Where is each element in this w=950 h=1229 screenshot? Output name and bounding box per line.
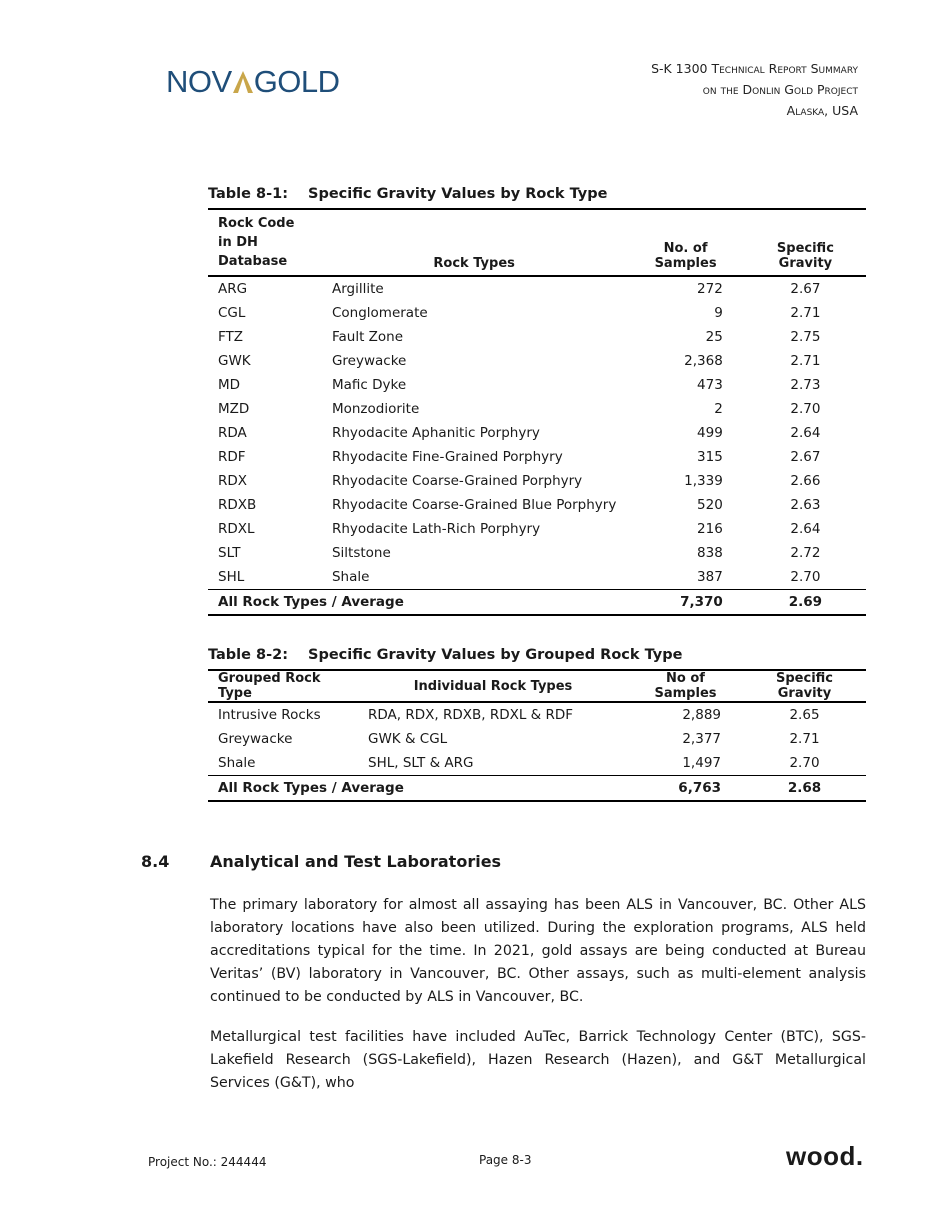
rock-code-cell: RDXL (218, 521, 255, 537)
project-number: Project No.: 244444 (148, 1155, 267, 1169)
specific-gravity-cell: 2.75 (790, 329, 821, 345)
table-row (208, 373, 866, 397)
report-header (651, 58, 858, 121)
rock-code-cell: MD (218, 377, 241, 393)
samples-cell: 838 (697, 545, 723, 561)
col-header-specific-gravity: Specific Gravity (776, 241, 834, 271)
table-row (208, 565, 866, 590)
specific-gravity-cell: 2.71 (790, 305, 821, 321)
individual-rock-types-cell: SHL, SLT & ARG (368, 755, 474, 771)
rock-code-cell: ARG (218, 281, 248, 297)
total-samples: 6,763 (678, 780, 721, 796)
samples-cell: 2 (714, 401, 723, 417)
specific-gravity-cell: 2.70 (789, 755, 820, 771)
report-title-line: S-K 1300 Technical Report Summary (651, 61, 858, 76)
table-row (208, 517, 866, 541)
table-row (208, 493, 866, 517)
table-8-1 (208, 208, 866, 616)
table-8-2-block (208, 647, 866, 802)
specific-gravity-cell: 2.70 (790, 569, 821, 585)
rock-type-cell: Shale (331, 569, 370, 585)
total-label: All Rock Types / Average (218, 594, 404, 610)
samples-cell: 1,339 (684, 473, 723, 489)
rock-type-cell: Mafic Dyke (331, 377, 407, 393)
col-header-individual-rock-types: Individual Rock Types (413, 678, 573, 694)
specific-gravity-cell: 2.67 (790, 449, 821, 465)
col-header-text: Rock Code in DH Database (218, 216, 295, 269)
paragraph-metallurgical: Metallurgical test facilities have included AuTec, Barrick Technology Center (BTC), SGS-Lakefield Research (SGS-Lakefield), Hazen Research (Hazen), and G&T Metallurgical Services (G&T), who (210, 1029, 866, 1091)
samples-cell: 272 (697, 281, 723, 297)
table-row (208, 325, 866, 349)
table-row (208, 397, 866, 421)
rock-code-cell: CGL (218, 305, 246, 321)
report-location-line: Alaska, USA (786, 103, 858, 118)
section-title: Analytical and Test Laboratories (210, 852, 502, 871)
logo-text-right: GOLD (253, 64, 340, 99)
rock-code-cell: RDX (218, 473, 248, 489)
novagold-logo (166, 64, 340, 100)
samples-cell: 520 (697, 497, 723, 513)
col-header-specific-gravity: Specific Gravity (776, 671, 833, 701)
rock-code-cell: RDXB (218, 497, 257, 513)
specific-gravity-cell: 2.70 (790, 401, 821, 417)
rock-code-cell: FTZ (218, 329, 244, 345)
samples-cell: 473 (697, 377, 723, 393)
logo-text-left: NOV (166, 64, 232, 99)
table-row (208, 349, 866, 373)
table-header-row (208, 670, 866, 702)
rock-type-cell: Rhyodacite Fine-Grained Porphyry (331, 449, 563, 465)
rock-type-cell: Monzodiorite (331, 401, 420, 417)
total-label: All Rock Types / Average (218, 780, 404, 796)
paragraph-laboratories: The primary laboratory for almost all assaying has been ALS in Vancouver, BC. Other ALS laboratory locations have also been utilized. During the exploration programs, ALS held accreditations typical for the time. In 2021, gold assays are being conducted at Bureau Veritas’ (BV) laboratory in Vancouver, BC. Other assays, such as multi-element analysis continued to be conducted by ALS in Vancouver, BC. (210, 897, 866, 1005)
table-number: Table 8-1: (208, 186, 289, 202)
rock-type-cell: Siltstone (331, 545, 391, 561)
samples-cell: 25 (705, 329, 723, 345)
total-specific-gravity: 2.68 (787, 780, 822, 796)
specific-gravity-cell: 2.72 (790, 545, 821, 561)
total-specific-gravity: 2.69 (788, 594, 823, 610)
samples-cell: 499 (697, 425, 723, 441)
table-row (208, 751, 866, 776)
rock-type-cell: Rhyodacite Coarse-Grained Porphyry (331, 473, 583, 489)
rock-code-cell: MZD (218, 401, 250, 417)
rock-type-cell: Argillite (331, 281, 384, 297)
specific-gravity-cell: 2.65 (789, 707, 820, 723)
specific-gravity-cell: 2.67 (790, 281, 821, 297)
table-title: Specific Gravity Values by Grouped Rock Type (308, 647, 683, 663)
table-8-2-body (208, 702, 866, 776)
grouped-rock-type-cell: Shale (218, 755, 256, 771)
specific-gravity-cell: 2.63 (790, 497, 821, 513)
samples-cell: 2,368 (684, 353, 723, 369)
grouped-rock-type-cell: Greywacke (218, 731, 293, 747)
col-header-rock-code (208, 209, 322, 276)
wood-logo: wood. (786, 1141, 864, 1171)
table-total-row (208, 776, 866, 802)
table-number: Table 8-2: (208, 647, 289, 663)
table-row (208, 276, 866, 301)
col-header-samples: No. of Samples (654, 241, 717, 271)
individual-rock-types-cell: GWK & CGL (368, 731, 448, 747)
report-project-line: on the Donlin Gold Project (702, 82, 858, 97)
table-8-2-caption (208, 647, 866, 669)
individual-rock-types-cell: RDA, RDX, RDXB, RDXL & RDF (368, 707, 574, 723)
specific-gravity-cell: 2.64 (790, 425, 821, 441)
col-header-grouped-rock-type: Grouped Rock Type (218, 671, 321, 701)
table-header-row (208, 209, 866, 276)
table-row (208, 541, 866, 565)
rock-type-cell: Fault Zone (331, 329, 404, 345)
rock-code-cell: SLT (218, 545, 241, 561)
rock-code-cell: GWK (218, 353, 251, 369)
rock-code-cell: SHL (218, 569, 245, 585)
table-total-row (208, 590, 866, 616)
samples-cell: 2,377 (682, 731, 721, 747)
rock-code-cell: RDF (218, 449, 246, 465)
table-row (208, 421, 866, 445)
table-8-2 (208, 669, 866, 802)
specific-gravity-cell: 2.73 (790, 377, 821, 393)
rock-code-cell: RDA (218, 425, 247, 441)
rock-type-cell: Rhyodacite Aphanitic Porphyry (331, 425, 540, 441)
page-number: Page 8-3 (479, 1153, 532, 1167)
total-samples: 7,370 (680, 594, 723, 610)
col-header-samples: No of Samples (654, 671, 717, 701)
table-row (208, 301, 866, 325)
table-row (208, 469, 866, 493)
samples-cell: 387 (697, 569, 723, 585)
table-title: Specific Gravity Values by Rock Type (308, 186, 608, 202)
samples-cell: 9 (714, 305, 723, 321)
samples-cell: 216 (697, 521, 723, 537)
samples-cell: 2,889 (682, 707, 721, 723)
rock-type-cell: Rhyodacite Lath-Rich Porphyry (331, 521, 541, 537)
col-header-rock-types: Rock Types (433, 256, 515, 271)
rock-type-cell: Conglomerate (331, 305, 428, 321)
rock-type-cell: Greywacke (331, 353, 407, 369)
section-number: 8.4 (141, 852, 170, 871)
specific-gravity-cell: 2.71 (790, 353, 821, 369)
table-row (208, 702, 866, 727)
table-8-1-body (208, 276, 866, 590)
grouped-rock-type-cell: Intrusive Rocks (218, 707, 321, 723)
table-row (208, 445, 866, 469)
specific-gravity-cell: 2.64 (790, 521, 821, 537)
table-8-1-block (208, 186, 866, 616)
samples-cell: 315 (697, 449, 723, 465)
triangle-a-logo-icon (231, 69, 255, 93)
specific-gravity-cell: 2.71 (789, 731, 820, 747)
samples-cell: 1,497 (682, 755, 721, 771)
rock-type-cell: Rhyodacite Coarse-Grained Blue Porphyry (331, 497, 617, 513)
table-8-1-caption (208, 186, 866, 208)
specific-gravity-cell: 2.66 (790, 473, 821, 489)
table-row (208, 727, 866, 751)
